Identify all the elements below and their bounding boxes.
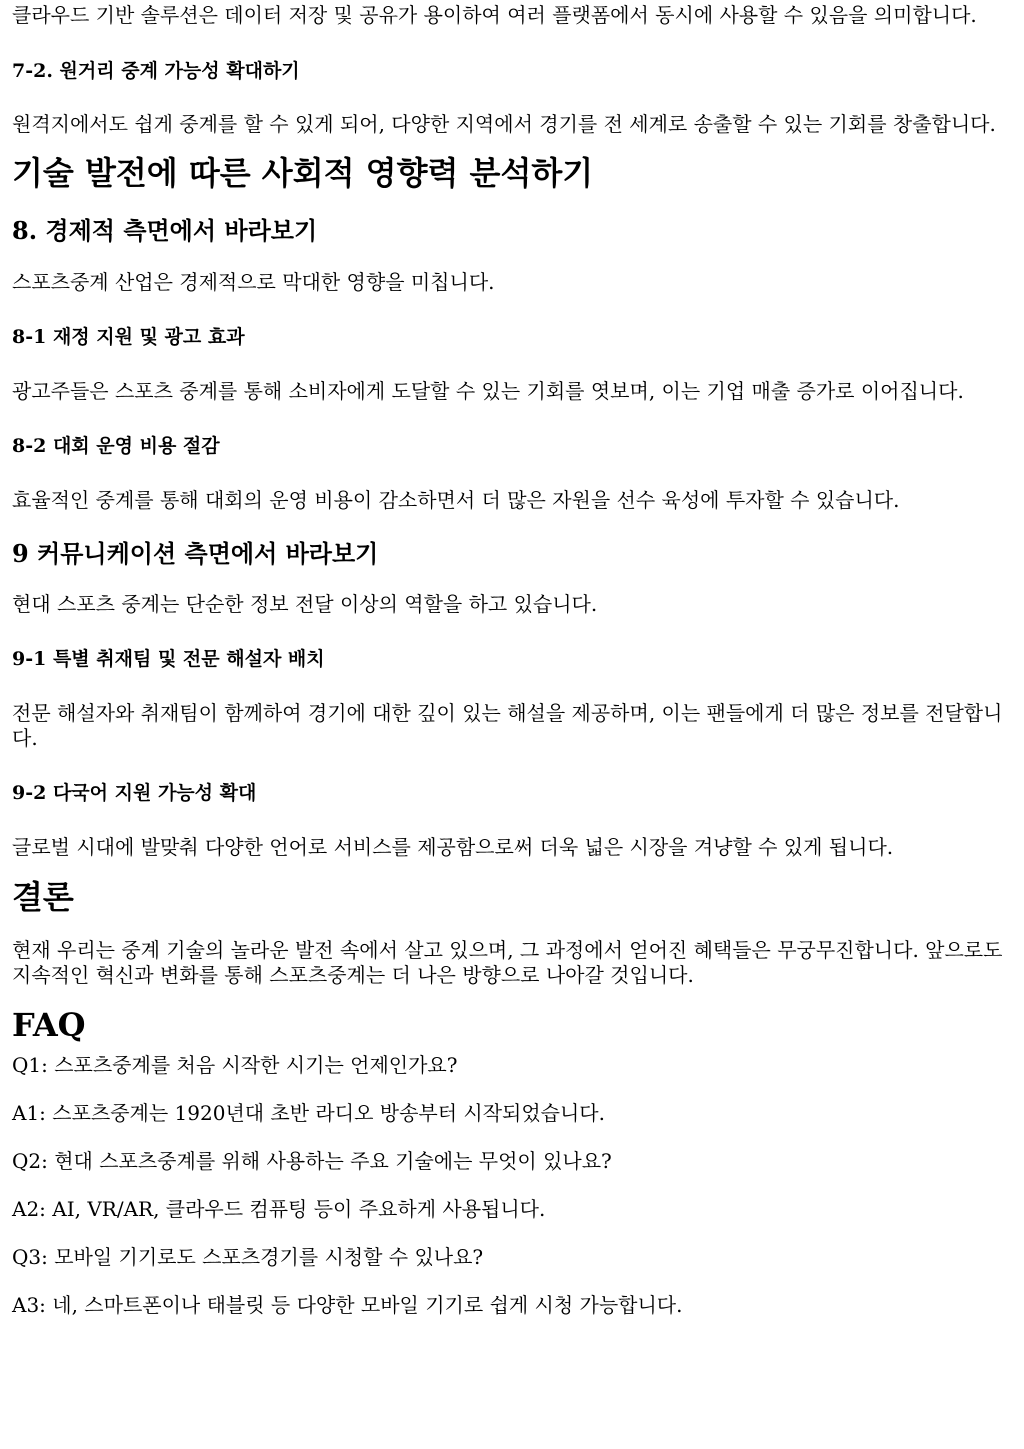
article-body	[0, 3, 1024, 1318]
faq-item: A3: 네, 스마트폰이나 태블릿 등 다양한 모바일 기기로 쉽게 시청 가능합니다.	[12, 1293, 683, 1317]
paragraph-9-1: 전문 해설자와 취재팀이 함께하여 경기에 대한 깊이 있는 해설을 제공하며, 이는 팬들에게 더 많은 정보를 전달합니다.	[12, 701, 1003, 750]
heading-9: 9 커뮤니케이션 측면에서 바라보기	[12, 539, 379, 568]
paragraph-conclusion: 현재 우리는 중계 기술의 놀라운 발전 속에서 살고 있으며, 그 과정에서 얻어진 혜택들은 무궁무진합니다. 앞으로도 지속적인 혁신과 변화를 통해 스포츠중계는 더 나은 방향으로 나아갈 것입니다.	[12, 938, 1003, 987]
faq-item: A1: 스포츠중계는 1920년대 초반 라디오 방송부터 시작되었습니다.	[12, 1101, 605, 1125]
faq-item: Q3: 모바일 기기로도 스포츠경기를 시청할 수 있나요?	[12, 1245, 484, 1269]
heading-conclusion: 결론	[12, 878, 74, 916]
heading-social-impact: 기술 발전에 따른 사회적 영향력 분석하기	[12, 154, 594, 192]
paragraph-8: 스포츠중계 산업은 경제적으로 막대한 영향을 미칩니다.	[12, 270, 495, 294]
heading-7-2: 7-2. 원거리 중계 가능성 확대하기	[12, 60, 300, 82]
heading-9-1: 9-1 특별 취재팀 및 전문 해설자 배치	[12, 648, 325, 670]
heading-faq: FAQ	[12, 1006, 86, 1044]
paragraph-cloud: 클라우드 기반 솔루션은 데이터 저장 및 공유가 용이하여 여러 플랫폼에서 동시에 사용할 수 있음을 의미합니다.	[12, 3, 977, 27]
faq-item: Q2: 현대 스포츠중계를 위해 사용하는 주요 기술에는 무엇이 있나요?	[12, 1149, 612, 1173]
heading-9-2: 9-2 다국어 지원 가능성 확대	[12, 782, 257, 804]
faq-item: A2: AI, VR/AR, 클라우드 컴퓨팅 등이 주요하게 사용됩니다.	[12, 1197, 546, 1221]
heading-8: 8. 경제적 측면에서 바라보기	[12, 216, 318, 245]
paragraph-remote: 원격지에서도 쉽게 중계를 할 수 있게 되어, 다양한 지역에서 경기를 전 세계로 송출할 수 있는 기회를 창출합니다.	[12, 112, 996, 136]
faq-item: Q1: 스포츠중계를 처음 시작한 시기는 언제인가요?	[12, 1053, 458, 1077]
paragraph-9-2: 글로벌 시대에 발맞춰 다양한 언어로 서비스를 제공함으로써 더욱 넓은 시장을 겨냥할 수 있게 됩니다.	[12, 835, 894, 859]
paragraph-8-2: 효율적인 중계를 통해 대회의 운영 비용이 감소하면서 더 많은 자원을 선수 육성에 투자할 수 있습니다.	[12, 488, 900, 512]
paragraph-9: 현대 스포츠 중계는 단순한 정보 전달 이상의 역할을 하고 있습니다.	[12, 592, 598, 616]
faq-list	[12, 1053, 1012, 1318]
heading-8-1: 8-1 재정 지원 및 광고 효과	[12, 326, 245, 348]
paragraph-8-1: 광고주들은 스포츠 중계를 통해 소비자에게 도달할 수 있는 기회를 엿보며, 이는 기업 매출 증가로 이어집니다.	[12, 379, 964, 403]
heading-8-2: 8-2 대회 운영 비용 절감	[12, 435, 220, 457]
